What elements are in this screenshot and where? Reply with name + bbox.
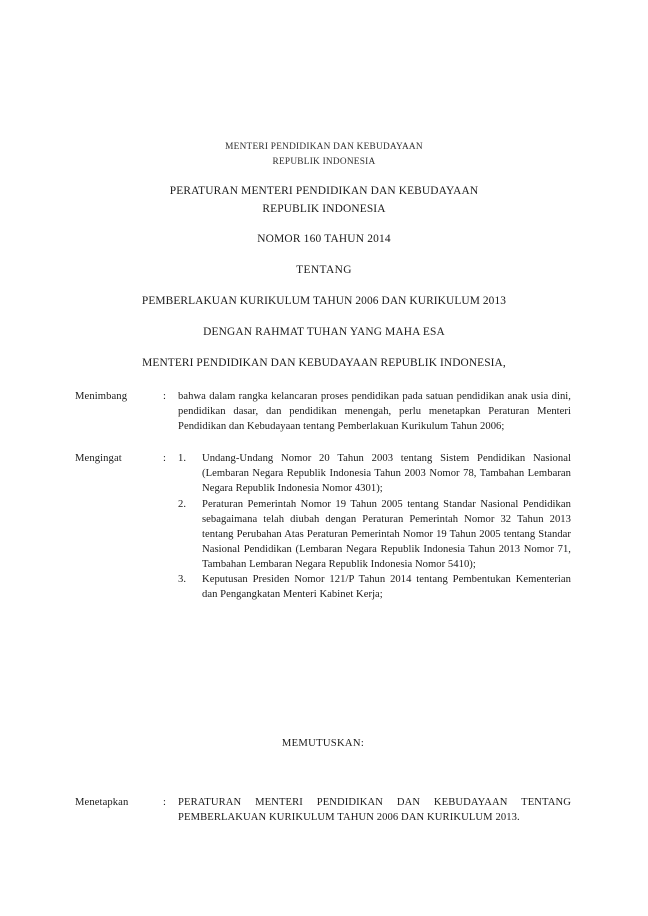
mengingat-label: Mengingat [75, 453, 122, 465]
menimbang-paragraph: bahwa dalam rangka kelancaran proses pendidikan pada satuan pendidikan anak usia dini, pendidikan dasar, dan pendidikan menengah, perlu menetapkan Peraturan Menteri Pendidikan dan Kebudayaan tentang Pemberlakuan Kurikulum Tahun 2006; [178, 391, 571, 433]
mengingat-list-wrap [178, 451, 571, 602]
menetapkan-label: Menetapkan [75, 797, 129, 808]
menetapkan-colon: : [163, 797, 166, 808]
menetapkan-text [178, 795, 571, 825]
regulation-title-line-2: REPUBLIK INDONESIA [262, 202, 386, 215]
regulation-subject: PEMBERLAKUAN KURIKULUM TAHUN 2006 DAN KURIKULUM 2013 [141, 295, 507, 307]
document-body [75, 389, 571, 602]
clause-menetapkan [75, 795, 571, 825]
list-item-text: Peraturan Pemerintah Nomor 19 Tahun 2005 tentang Standar Nasional Pendidikan sebagaimana telah diubah dengan Peraturan Pemerintah Nomor 32 Tahun 2013 tentang Perubahan Atas Peraturan Pemerintah Nomor 19 Tahun 2005 tentang Standar Nasional Pendidikan (Lembaran Negara Republik Indonesia Tahun 2013 Nomor 71, Tambahan Lembaran Negara Republik Indonesia Nomor 5410); [202, 498, 571, 570]
clause-menimbang [75, 389, 571, 434]
mengingat-list [178, 451, 571, 602]
masthead-line-2: REPUBLIK INDONESIA [272, 156, 376, 167]
memutuskan-heading: MEMUTUSKAN: [281, 738, 365, 749]
issuing-authority: MENTERI PENDIDIKAN DAN KEBUDAYAAN REPUBLIK INDONESIA, [142, 357, 506, 369]
rahmat-line: DENGAN RAHMAT TUHAN YANG MAHA ESA [203, 326, 445, 338]
title-block [0, 183, 648, 372]
menetapkan-row [75, 795, 571, 825]
menimbang-label: Menimbang [75, 391, 128, 402]
list-item-text: Undang-Undang Nomor 20 Tahun 2003 tentang Sistem Pendidikan Nasional (Lembaran Negara Republik Indonesia Tahun 2003 Nomor 78, Tambahan Lembaran Negara Republik Indonesia Nomor 4301); [202, 453, 571, 495]
list-item-text: Keputusan Presiden Nomor 121/P Tahun 2014 tentang Pembentukan Kementerian dan Pengangkatan Menteri Kabinet Kerja; [202, 574, 571, 601]
masthead-line-1: MENTERI PENDIDIKAN DAN KEBUDAYAAN [225, 142, 423, 152]
list-item [178, 572, 571, 602]
regulation-title-line-1: PERATURAN MENTERI PENDIDIKAN DAN KEBUDAYAAN [169, 185, 479, 197]
masthead [0, 140, 648, 169]
menimbang-colon: : [163, 391, 166, 402]
tentang-label: TENTANG [296, 264, 352, 276]
list-item-number: 3. [178, 574, 187, 586]
list-item-number: 2. [178, 498, 187, 510]
list-item [178, 451, 571, 496]
clause-mengingat [75, 451, 571, 602]
menetapkan-paragraph: PERATURAN MENTERI PENDIDIKAN DAN KEBUDAYAAN TENTANG PEMBERLAKUAN KURIKULUM TAHUN 2006 DAN KURIKULUM 2013. [178, 797, 571, 824]
menimbang-text [178, 389, 571, 434]
regulation-number: NOMOR 160 TAHUN 2014 [257, 233, 391, 245]
list-item [178, 497, 571, 572]
mengingat-colon: : [163, 453, 166, 465]
list-item-number: 1. [178, 453, 187, 465]
